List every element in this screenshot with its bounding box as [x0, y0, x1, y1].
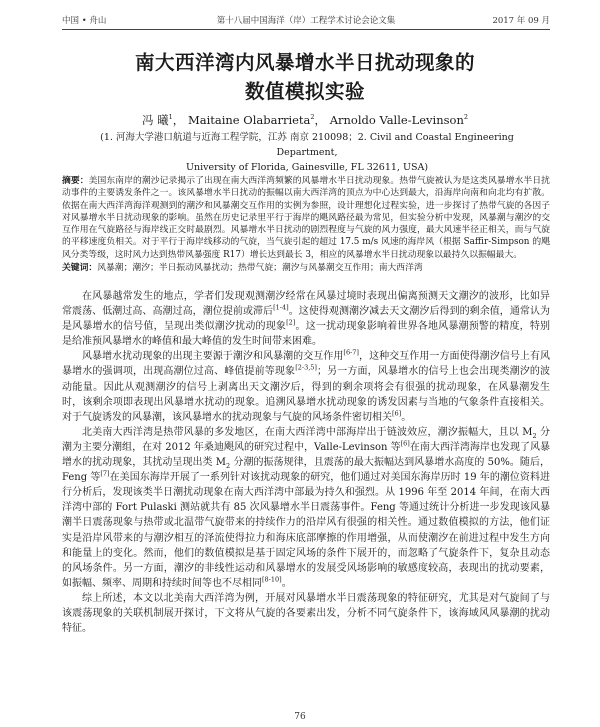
- affiliations: [76, 130, 538, 175]
- abstract-label: 摘要：: [62, 176, 89, 186]
- citation: [6]: [400, 439, 410, 448]
- keywords-text: 风暴潮；潮汐；半日振动风暴扰动；热带气旋；潮汐与风暴潮交互作用；南大西洋湾: [97, 263, 423, 273]
- citation: [6-7]: [343, 349, 359, 358]
- abstract-text: 美国东南岸的潮沙记录揭示了出现在南大西洋湾频繁的风暴增水半日扰动现象。热带气旋被认为是这类风暴增水半日扰动事件的主要诱发条件之一。该风暴增水半日扰动的振幅以南大西洋湾的顶点为中心达到最大，沿海岸向南和向北均有扩散。依据在南大西洋湾海洋观测到的潮汐和风暴潮交互作用的实例为参照，设计理想化过程实验，进一步探讨了热带气旋的各因子对风暴增水半日扰动现象的影响。虽然在历史记录里平行于海岸的飓风路径最为常见，但实验分析中发现，风暴潮与潮汐的交互作用在气旋路径与海岸线正交时最剧烈。风暴增水半日扰动的剧烈程度与气旋的风力强度，最大风速半径正相关，而与气旋的平移速度负相关。对于平行于海岸线移动的气旋，当气旋引起的超过 17.5 m/s 风速的海岸风（根据 Saffir-Simpson 的飓风分类等级，这时风力达到热带风暴强度 R17）增长达到最长 3，相应的风暴增水半日扰动现象以最持久以振幅最大。: [62, 176, 550, 260]
- text-run: 。这一扰动现象影响着世界各地风暴潮预警的精度，特别是给准预风暴增水的峰值和最大峰值的发生时间带来困难。: [62, 321, 551, 348]
- page-number: 76: [294, 712, 306, 722]
- text-run: 。: [281, 577, 292, 589]
- header-date: 2017 年 09 月: [492, 16, 550, 26]
- author-3: Arnoldo Valle-Levinson: [329, 113, 464, 127]
- text-run: 在美国东海岸开展了一系列针对该扰动现象的研究，他们通过对美国东海岸历时 19 年的潮位资料进行分析后，发现该类半日潮扰动现象在南大西洋湾中部最为持久和强烈。从 1996 年至 2014 年间，在南大西洋湾中部的 Fort Pulaski 测站就共有 85 次风暴增水半日震荡事件。Feng 等通过统计分析进一步发现该风暴潮半日震荡现象与热带或北温带气旋带来的持续作力的沿岸风有很强的相关性。通过数值模拟的方法，他们证实是沿岸风带来的与潮汐相互的泽流使得拉力和海床底部摩擦的作用增强，从而使潮汐在前进过程中发生方向和能量上的变化。然而，他们的数值模拟是基于固定风场的条件下展开的，而忽略了气旋条件下，复杂且动态的风场条件。另一方面，潮汐的非线性运动和风暴增水的发展受风场影响的敏感度较高，表现出的扰动要素，如振幅、频率、周期和持续时间等也不尽相同: [62, 472, 550, 589]
- author-list: 冯 曦$^1$， Maitaine Olabarrieta$^2$， Arnoldo Valle-Levinson$^2$: [141, 113, 469, 127]
- text-run: 在南大西洋湾海岸也发现了风暴增水的扰动现象，其扰动呈现出类 M: [62, 441, 550, 469]
- text-run: 。这使得观测潮汐减去天文潮汐后得到的剩余值，通常认为是风暴增水的信号值，呈现出类似潮汐扰动的现象: [62, 306, 551, 333]
- abstract: [62, 175, 550, 261]
- author-2: Maitaine Olabarrieta: [187, 113, 311, 127]
- author-3-affil: 2: [463, 113, 469, 122]
- citation: [1-4]: [273, 303, 289, 312]
- citation: [8-10]: [262, 575, 282, 584]
- citation: [7]: [100, 469, 110, 478]
- header-location: 中国 • 舟山: [62, 16, 107, 26]
- header-rule: [62, 29, 550, 30]
- text-run: 。: [401, 411, 412, 423]
- paper-title: [60, 48, 550, 106]
- text-run: 在风暴越常发生的地点，学者们发现观测潮汐经常在风暴过境时表现出偏离预测天文潮汐的波形，比如异常震荡、低潮过高、高潮过高，潮位提前或滞后: [62, 291, 550, 318]
- header-proceedings: 第十八届中国海洋（岸）工程学术讨论会论文集: [216, 16, 396, 26]
- affiliation-line-1: (1. 河海大学港口航道与近海工程学院，江苏 南京 210098；2. Civil and Coastal Engineering Department,: [100, 132, 514, 158]
- running-header: [62, 12, 550, 28]
- text-run: 风暴增水扰动现象的出现主要源于潮汐和风暴潮的交互作用: [82, 351, 344, 363]
- paragraph-1: [62, 289, 550, 349]
- title-line-1: 南大西洋湾内风暴增水半日扰动现象的: [134, 51, 475, 74]
- citation: [6]: [392, 409, 402, 418]
- paragraph-2: [62, 349, 550, 424]
- text-run: 综上所述，本文以北美南大西洋湾为例，开展对风暴增水半日震荡现象的特征研究，尤其是对气旋间了与该震荡现象的关联机制展开探讨，下文将从气旋的各要素出发，分析不同气旋条件下，该海域风风暴潮的扰动特征。: [62, 592, 550, 635]
- citation: [2]: [286, 318, 296, 327]
- author-1: 冯 曦: [141, 113, 169, 127]
- text-run: ；另一方面，风暴增水的信号上也会出现类潮汐的波动能量。因此从观测潮汐的信号上剥离出天文潮汐后，得到的剩余项将会有很强的扰动现象，在风暴潮发生时，该剩余项即表现出风暴增水扰动的现象。追溯风暴增水扰动现象的诱发因素与当地的气象条件直接相关。对于气旋诱发的风暴潮，该风暴增水的扰动现象与气旋的风场条件密切相关: [62, 366, 551, 423]
- subscript: 2: [532, 431, 537, 440]
- text-run: ，这种交互作用一方面使得潮汐信号上有风暴增水的强调项，出现高潮位过高、峰值提前等现象: [62, 351, 551, 378]
- author-1-affil: 1: [168, 113, 173, 122]
- body-text: [62, 289, 550, 636]
- text-run: 分潮为主要分潮组，在对 2012 年桑迪飓风的研究过程中，Valle-Levinson 等: [62, 426, 550, 453]
- subscript: 2: [226, 462, 231, 471]
- text-run: 北美南大西洋湾是热带风暴的多发地区，在南大西洋湾中部海岸出于链波效应，潮汐振幅大，且以 M: [82, 426, 533, 438]
- keywords-label: 关键词：: [62, 263, 98, 273]
- text-run: 分潮的振荡规律，且震荡的最大振幅达到风暴增水高度的 50%。随后，Feng 等: [62, 457, 550, 484]
- affiliation-line-2: University of Florida, Gainesville, FL 32611, USA): [185, 162, 429, 173]
- citation: [2-3,5]: [295, 364, 317, 373]
- title-line-2: 数值模拟实验: [244, 80, 365, 103]
- keywords: [62, 262, 550, 274]
- author-2-affil: 2: [310, 113, 315, 122]
- paragraph-4: [62, 591, 550, 636]
- paragraph-3: [62, 425, 550, 591]
